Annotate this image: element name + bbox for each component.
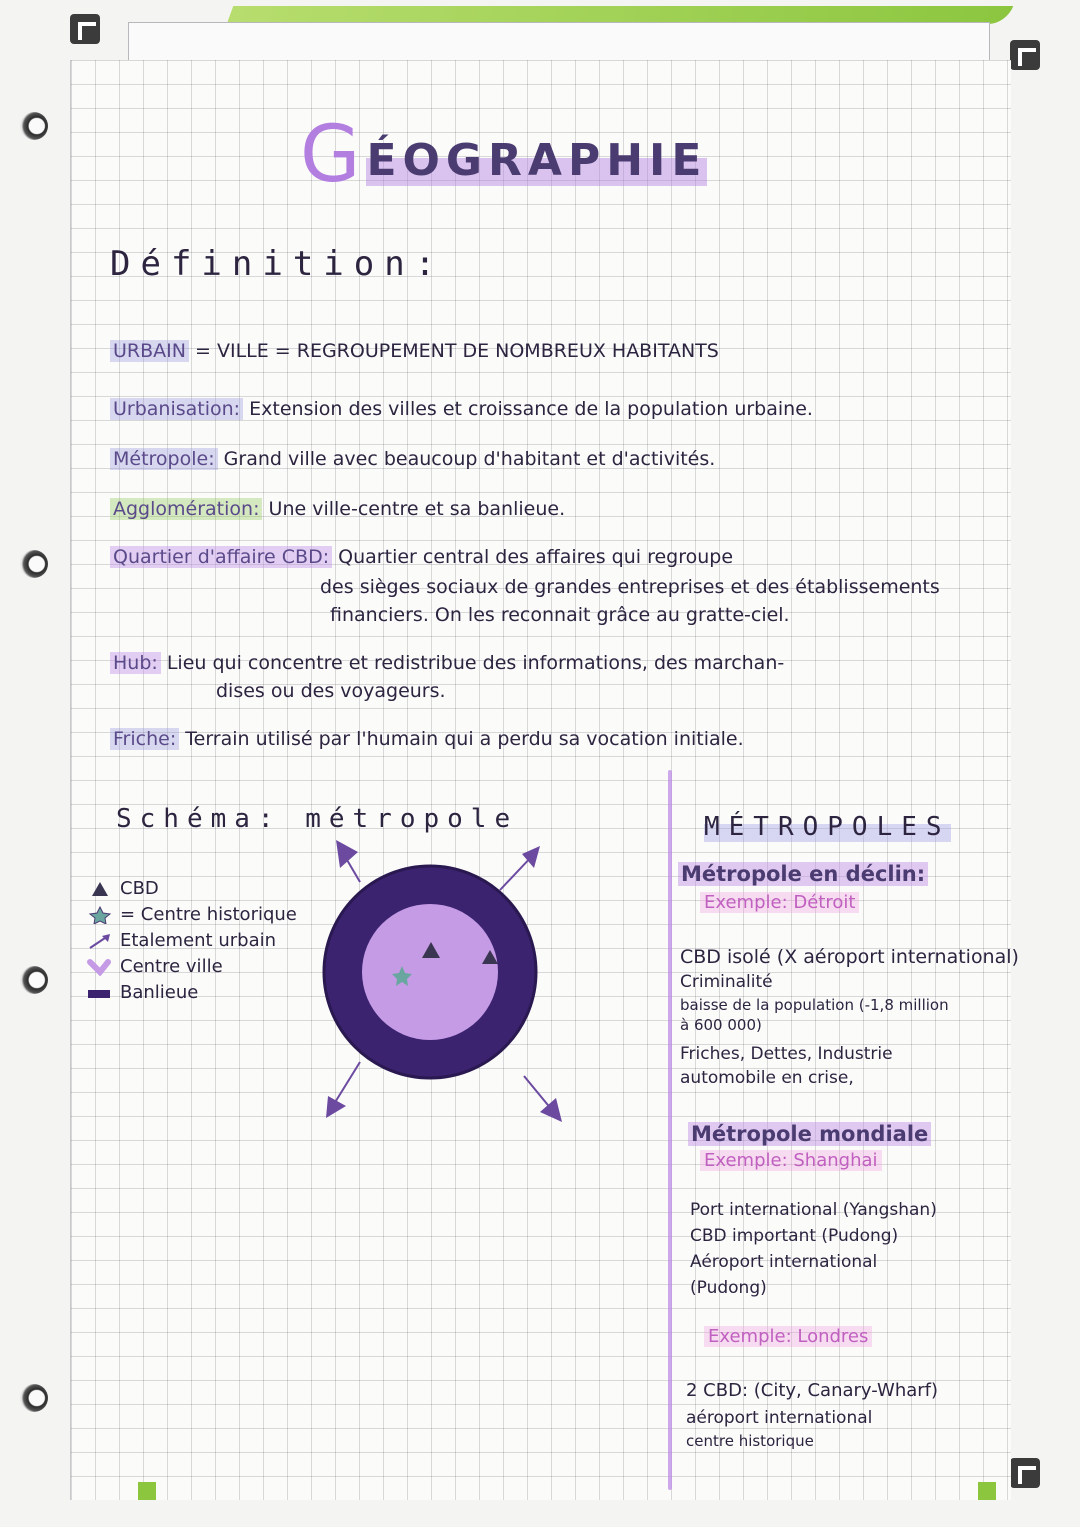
corner-mark-top-right [1010, 40, 1040, 70]
definition-hub [110, 652, 784, 674]
title-rest: ÉOGRAPHIE [366, 135, 708, 186]
declin-note: Friches, Dettes, Industrie [680, 1044, 893, 1064]
punch-hole [20, 1384, 48, 1412]
definition-term: Quartier d'affaire CBD: [110, 546, 332, 568]
dark-purple-swatch [86, 984, 114, 1002]
metropoles-heading: MÉTROPOLES [704, 812, 951, 842]
legend-item-center [86, 956, 223, 977]
legend-label: Centre ville [120, 956, 223, 977]
page-title [300, 110, 707, 200]
mondiale-note: Aéroport international [690, 1252, 878, 1272]
declin-note: CBD isolé (X aéroport international) [680, 946, 1019, 968]
definition-text: = VILLE = REGROUPEMENT DE NOMBREUX HABITANTS [195, 340, 719, 362]
declin-note: à 600 000) [680, 1016, 762, 1034]
definition-heading: Définition: [110, 244, 446, 284]
declin-note: automobile en crise, [680, 1068, 854, 1088]
legend-label: Banlieue [120, 982, 199, 1003]
metropole-diagram [300, 830, 600, 1130]
column-divider [668, 770, 672, 1490]
legend-label: Etalement urbain [120, 930, 277, 951]
definition-agglomeration [110, 498, 565, 520]
sprawl-arrow [524, 1076, 552, 1110]
corner-green-square [978, 1482, 996, 1500]
punch-hole [20, 966, 48, 994]
londres-note: aéroport international [686, 1408, 873, 1428]
definition-text: Quartier central des affaires qui regroupe [338, 546, 734, 568]
city-center-disc [362, 904, 498, 1040]
definition-term: URBAIN [110, 340, 189, 362]
definition-continuation: financiers. On les reconnait grâce au gratte-ciel. [330, 604, 790, 626]
legend-item-historic [86, 904, 297, 925]
definition-text: Une ville-centre et sa banlieue. [268, 498, 566, 520]
header-box [128, 22, 990, 64]
corner-green-square [138, 1482, 156, 1500]
arrow-head-icon [336, 840, 358, 868]
mondiale-example-text: Exemple: Shanghai [700, 1150, 882, 1171]
punch-hole [20, 550, 48, 578]
declin-heading-text: Métropole en déclin: [678, 862, 928, 886]
definition-cbd [110, 546, 733, 568]
definition-continuation: des sièges sociaux de grandes entreprises et des établissements [320, 576, 940, 598]
definition-term: Hub: [110, 652, 161, 674]
declin-example-text: Exemple: Détroit [700, 892, 859, 913]
mondiale-note: Port international (Yangshan) [690, 1200, 937, 1220]
definition-urbanisation [110, 398, 813, 420]
mondiale-heading [688, 1122, 931, 1146]
definition-text: Lieu qui concentre et redistribue des informations, des marchan- [166, 652, 785, 674]
arrow-head-icon [540, 1098, 562, 1122]
definition-friche [110, 728, 744, 750]
definition-text: Extension des villes et croissance de la population urbaine. [249, 398, 813, 420]
corner-mark-top-left [70, 14, 100, 44]
declin-note: Criminalité [680, 972, 773, 992]
title-initial: G [300, 110, 367, 200]
light-purple-swatch [86, 958, 114, 976]
londres-example-text: Exemple: Londres [704, 1326, 872, 1347]
declin-note: baisse de la population (-1,8 million [680, 996, 949, 1014]
mondiale-note: CBD important (Pudong) [690, 1226, 899, 1246]
legend-label: CBD [120, 878, 159, 899]
legend-item-sprawl [86, 930, 276, 951]
legend-label: = Centre historique [120, 904, 297, 925]
arrow-icon [86, 932, 114, 950]
londres-note: centre historique [686, 1432, 814, 1450]
definition-text: Grand ville avec beaucoup d'habitant et d'activités. [223, 448, 716, 470]
definition-urbain [110, 340, 719, 362]
definition-continuation: dises ou des voyageurs. [216, 680, 446, 702]
definition-term: Friche: [110, 728, 179, 750]
definition-text: Terrain utilisé par l'humain qui a perdu sa vocation initiale. [185, 728, 744, 750]
londres-example [704, 1326, 872, 1347]
definition-term: Agglomération: [110, 498, 262, 520]
legend-item-cbd [86, 878, 159, 899]
sprawl-arrow [334, 1062, 360, 1104]
definition-metropole [110, 448, 715, 470]
legend-item-suburb [86, 982, 198, 1003]
triangle-icon [86, 880, 114, 898]
londres-note: 2 CBD: (City, Canary-Wharf) [686, 1380, 939, 1401]
star-icon [86, 906, 114, 924]
corner-mark-bottom-right [1010, 1458, 1040, 1488]
definition-term: Métropole: [110, 448, 218, 470]
mondiale-note: (Pudong) [690, 1278, 767, 1298]
schema-heading: Schéma: métropole [116, 804, 519, 834]
definition-term: Urbanisation: [110, 398, 243, 420]
declin-heading [678, 862, 928, 886]
mondiale-heading-text: Métropole mondiale [688, 1122, 931, 1146]
punch-hole [20, 112, 48, 140]
declin-example [700, 892, 859, 913]
mondiale-example [700, 1150, 882, 1171]
